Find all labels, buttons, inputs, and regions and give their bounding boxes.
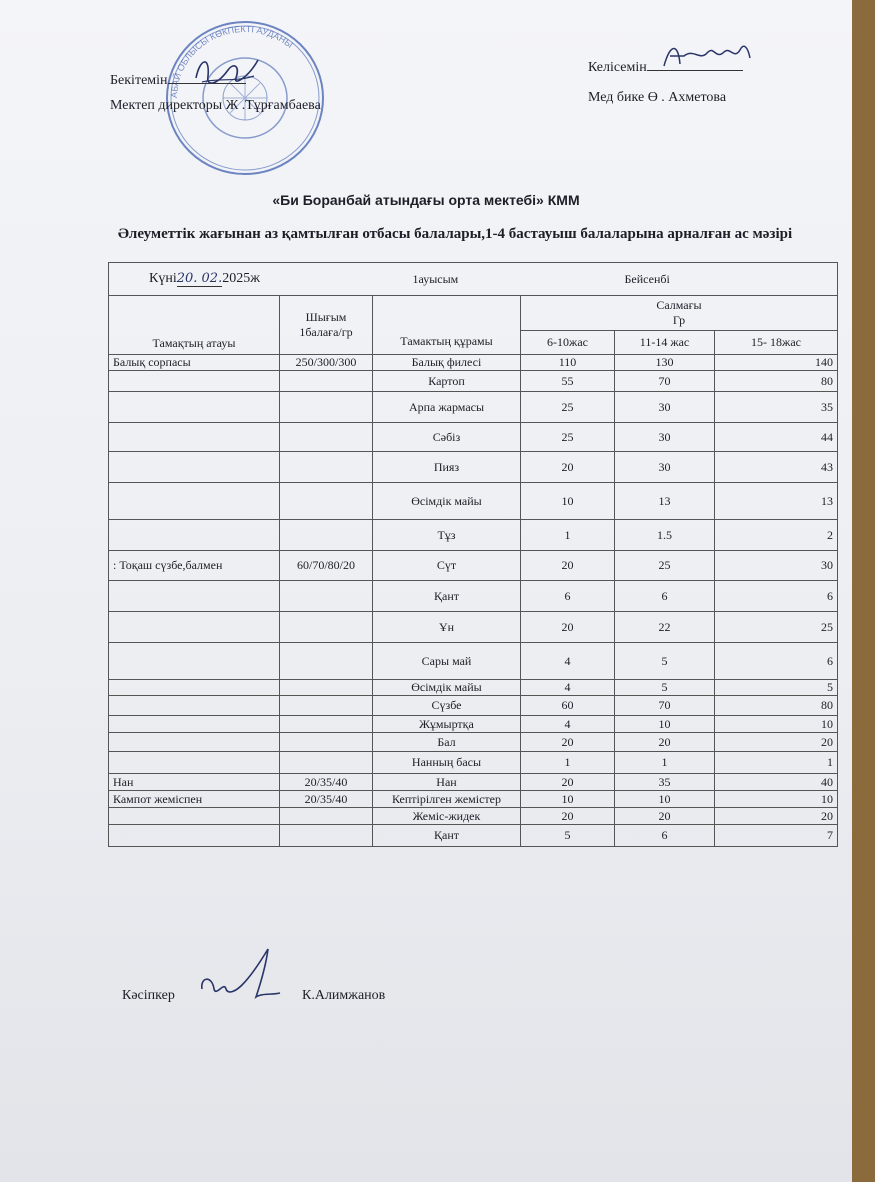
ingredient-cell: Қант [373, 581, 521, 612]
col-header-age2: 11-14 жас [615, 331, 715, 355]
date-year: 2025ж [222, 271, 260, 286]
dish-cell [109, 825, 280, 847]
col-header-portion: Шығым 1балаға/гр [280, 296, 373, 355]
ingredient-cell: Жеміс-жидек [373, 808, 521, 825]
menu-title: Әлеуметтік жағынан аз қамтылған отбасы балалары,1-4 бастауыш балаларына арналған ас мәзірі [117, 226, 793, 242]
weight-11-14-cell: 20 [615, 733, 715, 752]
portion-cell [280, 752, 373, 774]
dish-cell [109, 643, 280, 680]
portion-cell [280, 808, 373, 825]
portion-cell [280, 423, 373, 452]
nurse-signature [660, 38, 760, 74]
weight-6-10-cell: 4 [521, 643, 615, 680]
stamp-text: АБАЙ ОБЛЫСЫ КӨКПЕКТІ АУДАНЫ [168, 23, 295, 99]
weight-15-18-cell: 30 [715, 551, 838, 581]
dish-cell [109, 680, 280, 696]
weight-11-14-cell: 5 [615, 680, 715, 696]
table-row [109, 643, 838, 680]
ingredient-cell: Өсімдік майы [373, 483, 521, 520]
weight-15-18-cell: 35 [715, 392, 838, 423]
ingredient-cell: Сәбіз [373, 423, 521, 452]
weight-6-10-cell: 10 [521, 791, 615, 808]
weight-15-18-cell: 6 [715, 643, 838, 680]
weight-15-18-cell: 5 [715, 680, 838, 696]
weight-6-10-cell: 4 [521, 680, 615, 696]
table-row [109, 716, 838, 733]
weight-unit: Гр [672, 313, 686, 327]
ingredient-cell: Арпа жармасы [373, 392, 521, 423]
portion-cell: 20/35/40 [280, 774, 373, 791]
approval-right-label: Келісемін [588, 60, 647, 75]
weight-11-14-cell: 13 [615, 483, 715, 520]
footer-name: К.Алимжанов [302, 988, 386, 1003]
dish-cell [109, 483, 280, 520]
weight-6-10-cell: 20 [521, 612, 615, 643]
weight-15-18-cell: 140 [715, 355, 838, 371]
table-row [109, 452, 838, 483]
dish-cell: Нан [109, 774, 280, 791]
portion-cell [280, 643, 373, 680]
weight-11-14-cell: 6 [615, 581, 715, 612]
ingredient-cell: Тұз [373, 520, 521, 551]
dish-cell: Кампот жемiспен [109, 791, 280, 808]
col-header-weight [521, 296, 838, 331]
dish-cell [109, 392, 280, 423]
table-row [109, 680, 838, 696]
weight-15-18-cell: 80 [715, 371, 838, 392]
col-header-age1: 6-10жас [521, 331, 615, 355]
table-row [109, 808, 838, 825]
dish-cell [109, 752, 280, 774]
portion-cell [280, 392, 373, 423]
portion-cell [280, 733, 373, 752]
date-prefix: Күні [149, 271, 177, 286]
menu-table [108, 262, 838, 847]
menu-body [109, 355, 838, 847]
shift-cell: 1ауысым [373, 263, 615, 296]
ingredient-cell: Кептірілген жемістер [373, 791, 521, 808]
weight-15-18-cell: 20 [715, 808, 838, 825]
ingredient-cell: Нан [373, 774, 521, 791]
portion-cell [280, 716, 373, 733]
ingredient-cell: Балық филесі [373, 355, 521, 371]
weight-6-10-cell: 25 [521, 423, 615, 452]
dish-cell [109, 423, 280, 452]
portion-cell [280, 612, 373, 643]
table-row [109, 825, 838, 847]
table-row [109, 696, 838, 716]
weight-15-18-cell: 7 [715, 825, 838, 847]
weight-15-18-cell: 6 [715, 581, 838, 612]
ingredient-cell: Пияз [373, 452, 521, 483]
approval-left-role: Мектеп директоры Ж .Тұрғамбаева [110, 98, 321, 113]
portion-cell [280, 520, 373, 551]
table-row [109, 483, 838, 520]
col-header-composition: Тамактың құрамы [373, 296, 521, 355]
ingredient-cell: Өсімдік майы [373, 680, 521, 696]
table-row [109, 551, 838, 581]
weight-11-14-cell: 25 [615, 551, 715, 581]
portion-cell: 60/70/80/20 [280, 551, 373, 581]
table-row [109, 774, 838, 791]
weight-11-14-cell: 1 [615, 752, 715, 774]
approval-left-label: Бекітемін [110, 73, 168, 88]
weight-15-18-cell: 25 [715, 612, 838, 643]
portion-cell [280, 696, 373, 716]
dish-cell [109, 808, 280, 825]
ingredient-cell: Жұмыртқа [373, 716, 521, 733]
weight-11-14-cell: 30 [615, 392, 715, 423]
weekday-cell: Бейсенбі [615, 263, 838, 296]
weight-11-14-cell: 30 [615, 452, 715, 483]
ingredient-cell: Ұн [373, 612, 521, 643]
ingredient-cell: Сүт [373, 551, 521, 581]
dish-cell [109, 371, 280, 392]
dish-cell [109, 520, 280, 551]
weight-6-10-cell: 20 [521, 733, 615, 752]
portion-cell: 20/35/40 [280, 791, 373, 808]
info-row [109, 263, 838, 296]
weight-6-10-cell: 20 [521, 551, 615, 581]
weight-11-14-cell: 10 [615, 791, 715, 808]
weight-15-18-cell: 10 [715, 716, 838, 733]
weight-15-18-cell: 13 [715, 483, 838, 520]
dish-cell: Балық сорпасы [109, 355, 280, 371]
weight-6-10-cell: 60 [521, 696, 615, 716]
weight-6-10-cell: 4 [521, 716, 615, 733]
background-edge [849, 0, 875, 1182]
ingredient-cell: Нанның басы [373, 752, 521, 774]
col-header-dish: Тамақтың атауы [109, 296, 280, 355]
weight-11-14-cell: 22 [615, 612, 715, 643]
portion-cell [280, 825, 373, 847]
weight-11-14-cell: 70 [615, 696, 715, 716]
weight-15-18-cell: 40 [715, 774, 838, 791]
weight-6-10-cell: 110 [521, 355, 615, 371]
weight-15-18-cell: 43 [715, 452, 838, 483]
entrepreneur-signature [196, 945, 286, 1005]
ingredient-cell: Сары май [373, 643, 521, 680]
school-title: «Би Боранбай атындағы орта мектебі» КММ [272, 192, 580, 208]
weight-11-14-cell: 5 [615, 643, 715, 680]
dish-cell [109, 716, 280, 733]
col-header-age3: 15- 18жас [715, 331, 838, 355]
weight-6-10-cell: 1 [521, 520, 615, 551]
table-row [109, 423, 838, 452]
ingredient-cell: Бал [373, 733, 521, 752]
portion-cell [280, 452, 373, 483]
header-row-1 [109, 296, 838, 331]
table-row [109, 612, 838, 643]
table-row [109, 355, 838, 371]
dish-cell [109, 733, 280, 752]
weight-15-18-cell: 20 [715, 733, 838, 752]
table-row [109, 581, 838, 612]
weight-15-18-cell: 1 [715, 752, 838, 774]
weight-6-10-cell: 55 [521, 371, 615, 392]
weight-6-10-cell: 10 [521, 483, 615, 520]
weight-label: Салмағы [656, 298, 702, 312]
weight-11-14-cell: 70 [615, 371, 715, 392]
weight-11-14-cell: 1.5 [615, 520, 715, 551]
weight-15-18-cell: 80 [715, 696, 838, 716]
weight-6-10-cell: 20 [521, 452, 615, 483]
dish-cell [109, 581, 280, 612]
dish-cell [109, 612, 280, 643]
weight-6-10-cell: 20 [521, 808, 615, 825]
weight-15-18-cell: 10 [715, 791, 838, 808]
weight-11-14-cell: 6 [615, 825, 715, 847]
weight-11-14-cell: 35 [615, 774, 715, 791]
weight-15-18-cell: 2 [715, 520, 838, 551]
table-row [109, 791, 838, 808]
dish-cell [109, 452, 280, 483]
footer-label: Кәсіпкер [122, 988, 175, 1003]
ingredient-cell: Сүзбе [373, 696, 521, 716]
table-row [109, 520, 838, 551]
table-row [109, 752, 838, 774]
portion-cell: 250/300/300 [280, 355, 373, 371]
weight-11-14-cell: 130 [615, 355, 715, 371]
dish-cell: : Тоқаш сүзбе,балмен [109, 551, 280, 581]
weight-6-10-cell: 25 [521, 392, 615, 423]
table-row [109, 371, 838, 392]
date-cell [109, 263, 373, 296]
weight-11-14-cell: 10 [615, 716, 715, 733]
weight-11-14-cell: 30 [615, 423, 715, 452]
approval-right-role: Мед бике Ө . Ахметова [588, 90, 727, 105]
dish-cell [109, 696, 280, 716]
weight-6-10-cell: 5 [521, 825, 615, 847]
director-signature [188, 48, 268, 98]
weight-6-10-cell: 20 [521, 774, 615, 791]
weight-11-14-cell: 20 [615, 808, 715, 825]
ingredient-cell: Картоп [373, 371, 521, 392]
weight-6-10-cell: 6 [521, 581, 615, 612]
portion-cell [280, 581, 373, 612]
portion-cell [280, 680, 373, 696]
portion-cell [280, 371, 373, 392]
table-row [109, 392, 838, 423]
table-row [109, 733, 838, 752]
portion-cell [280, 483, 373, 520]
ingredient-cell: Қант [373, 825, 521, 847]
weight-6-10-cell: 1 [521, 752, 615, 774]
weight-15-18-cell: 44 [715, 423, 838, 452]
date-handwritten: 20. 02. [176, 271, 223, 286]
